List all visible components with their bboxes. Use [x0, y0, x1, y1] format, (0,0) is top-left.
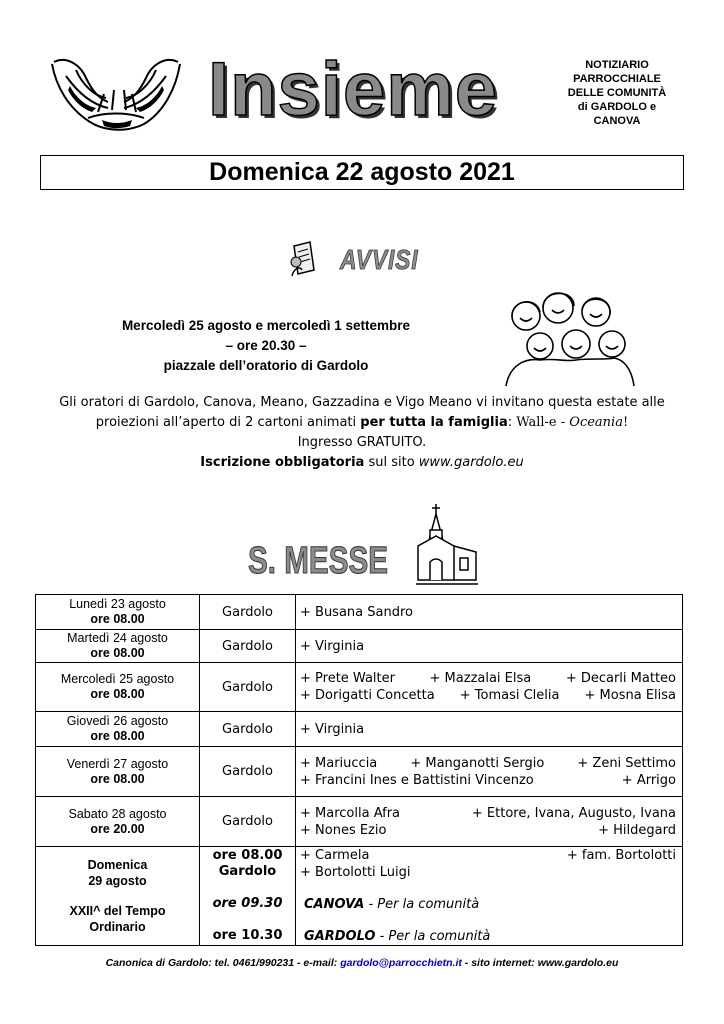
intention: + Arrigo: [621, 772, 676, 788]
avvisi-body: [40, 393, 684, 473]
mass-time: ore 20.00: [90, 821, 145, 836]
mass-day: Lunedì 23 agosto: [69, 597, 166, 611]
body-text: !: [622, 415, 629, 430]
sunday-times-cell: [200, 847, 296, 946]
mass-place: Gardolo: [200, 663, 296, 712]
mass-time: ore 09.30: [212, 896, 283, 911]
community-note: - Per la comunità: [364, 897, 480, 912]
sunday-day-cell: [36, 847, 200, 946]
intention-line: [300, 822, 682, 839]
intention: + Mazzalai Elsa: [429, 671, 532, 686]
event-dates: Mercoledì 25 agosto e mercoledì 1 settembre: [121, 318, 411, 333]
body-text: sul sito: [364, 455, 419, 470]
masthead-word: Insieme: [208, 47, 499, 132]
mass-place: Gardolo: [200, 747, 296, 797]
praying-hands-illustration: [46, 46, 186, 138]
mass-day: Venerdì 27 agosto: [66, 756, 169, 771]
intention-line: [300, 847, 682, 864]
intention: + Marcolla Afra: [300, 805, 401, 821]
mass-day: Sabato 28 agosto: [68, 806, 167, 821]
intention: + Zeni Settimo: [577, 755, 676, 771]
community-name: GARDOLO: [304, 929, 376, 944]
intention: + Tomasi Clelia: [459, 688, 560, 703]
messe-heading: S. MESSE: [248, 540, 389, 582]
intention-line: [300, 604, 682, 621]
masthead-title: [208, 47, 499, 132]
community-mass: [300, 897, 682, 913]
mass-time: ore 08.00: [90, 771, 145, 786]
intention: + Decarli Matteo: [565, 671, 676, 686]
intention: + Busana Sandro: [300, 604, 413, 620]
table-row: [36, 747, 683, 797]
sunday-day: Domenica: [87, 858, 148, 872]
mass-day-cell: [36, 663, 200, 712]
intention: + Mosna Elisa: [584, 688, 676, 703]
avvisi-heading: AVVISI: [340, 244, 419, 275]
mass-time: ore 08.00: [90, 646, 145, 660]
table-row-sunday: [36, 847, 683, 946]
mass-time: ore 08.00: [90, 687, 145, 701]
newsletter-line: DELLE COMUNITÀ: [567, 87, 667, 99]
newsletter-line: NOTIZIARIO: [585, 59, 649, 71]
intention-line: [300, 638, 682, 655]
footer-contacts: [0, 957, 724, 969]
mass-time: ore 08.00: [212, 848, 283, 863]
body-text: :: [507, 415, 517, 430]
mass-day-cell: [36, 712, 200, 747]
table-row: [36, 630, 683, 663]
intention: + Francini Ines e Battistini Vincenzo: [300, 772, 534, 788]
mass-day: Mercoledì 25 agosto: [60, 672, 175, 686]
website-link[interactable]: www.gardolo.eu: [418, 455, 524, 470]
liturgical-season: Ordinario: [89, 920, 146, 934]
avvisi-body-line: Ingresso GRATUITO.: [297, 435, 427, 450]
mass-intentions: [296, 630, 683, 663]
children-group-illustration: [496, 288, 636, 388]
avvisi-body-line: [40, 413, 684, 433]
mass-place: Gardolo: [200, 595, 296, 630]
intention-line: [300, 721, 682, 738]
intention: + Dorigatti Concetta: [300, 688, 435, 703]
mass-day: Giovedì 26 agosto: [66, 714, 169, 728]
intention: + Virginia: [300, 638, 365, 654]
footer-text: - sito internet: www.gardolo.eu: [461, 957, 619, 969]
community-note: - Per la comunità: [375, 929, 491, 944]
mass-intentions: [296, 663, 683, 712]
intention-line: [300, 755, 682, 772]
issue-date: Domenica 22 agosto 2021: [40, 155, 684, 190]
avvisi-body-line: [40, 453, 684, 473]
mass-day-cell: [36, 747, 200, 797]
sunday-date: 29 agosto: [88, 874, 147, 888]
mass-intentions: [296, 712, 683, 747]
intention: + Ettore, Ivana, Augusto, Ivana: [471, 805, 676, 821]
mass-day-cell: [36, 797, 200, 847]
mass-day: Martedì 24 agosto: [67, 631, 168, 645]
mass-time: ore 10.30: [212, 928, 283, 943]
table-row: [36, 797, 683, 847]
body-text: proiezioni all’aperto di 2 cartoni animati: [95, 415, 361, 430]
mass-place: Gardolo: [200, 712, 296, 747]
intention-line: [300, 670, 682, 687]
email-link[interactable]: gardolo@parrocchietn.it: [340, 957, 462, 969]
film-separator: -: [556, 415, 570, 430]
intention: + fam. Bortolotti: [566, 848, 676, 863]
intention-line: [300, 864, 682, 881]
mass-time: ore 08.00: [90, 612, 145, 626]
mass-place: Gardolo: [200, 630, 296, 663]
event-announcement: [60, 316, 472, 376]
intention: + Virginia: [300, 721, 365, 737]
intention: + Hildegard: [598, 822, 676, 838]
footer-text: Canonica di Gardolo: tel. 0461/990231 - e-mail:: [105, 957, 341, 969]
film-title: Oceania: [569, 415, 623, 430]
mass-day-cell: [36, 595, 200, 630]
newsletter-line: di GARDOLO e: [577, 101, 657, 113]
event-location: piazzale dell’oratorio di Gardolo: [163, 358, 369, 373]
mass-time: ore 08.00: [90, 729, 145, 743]
mass-intentions: [296, 747, 683, 797]
registration-required: Iscrizione obbligatoria: [200, 455, 365, 470]
mass-place: Gardolo: [218, 864, 277, 879]
mass-schedule-table: [35, 594, 683, 946]
family-emphasis: per tutta la famiglia: [360, 415, 508, 430]
community-name: CANOVA: [304, 897, 365, 912]
film-title: Wall-e: [516, 415, 557, 430]
intention: + Prete Walter: [300, 671, 395, 686]
mass-intentions: [296, 595, 683, 630]
table-row: [36, 663, 683, 712]
table-row: [36, 712, 683, 747]
mass-day-cell: [36, 630, 200, 663]
intention: + Manganotti Sergio: [410, 755, 545, 771]
intention: + Carmela: [300, 848, 370, 863]
liturgical-week: XXII^ del Tempo: [69, 904, 166, 918]
mass-place: Gardolo: [200, 797, 296, 847]
community-mass: [300, 929, 682, 945]
event-time: – ore 20.30 –: [225, 338, 307, 353]
chapel-icon: [414, 500, 480, 586]
notice-board-icon: [288, 240, 318, 278]
newsletter-description: [552, 58, 682, 128]
intention: + Mariuccia: [300, 755, 378, 771]
intention: + Nones Ezio: [300, 822, 387, 838]
avvisi-body-line: Gli oratori di Gardolo, Canova, Meano, Gazzadina e Vigo Meano vi invitano questa estate alle: [59, 395, 665, 410]
mass-intentions: [296, 797, 683, 847]
newsletter-line: CANOVA: [593, 115, 641, 127]
intention: + Bortolotti Luigi: [300, 865, 411, 880]
intention-line: [300, 805, 682, 822]
sunday-intentions-cell: [296, 847, 683, 946]
intention-line: [300, 772, 682, 789]
table-row: [36, 595, 683, 630]
intention-line: [300, 687, 682, 704]
newsletter-line: PARROCCHIALE: [573, 73, 661, 85]
